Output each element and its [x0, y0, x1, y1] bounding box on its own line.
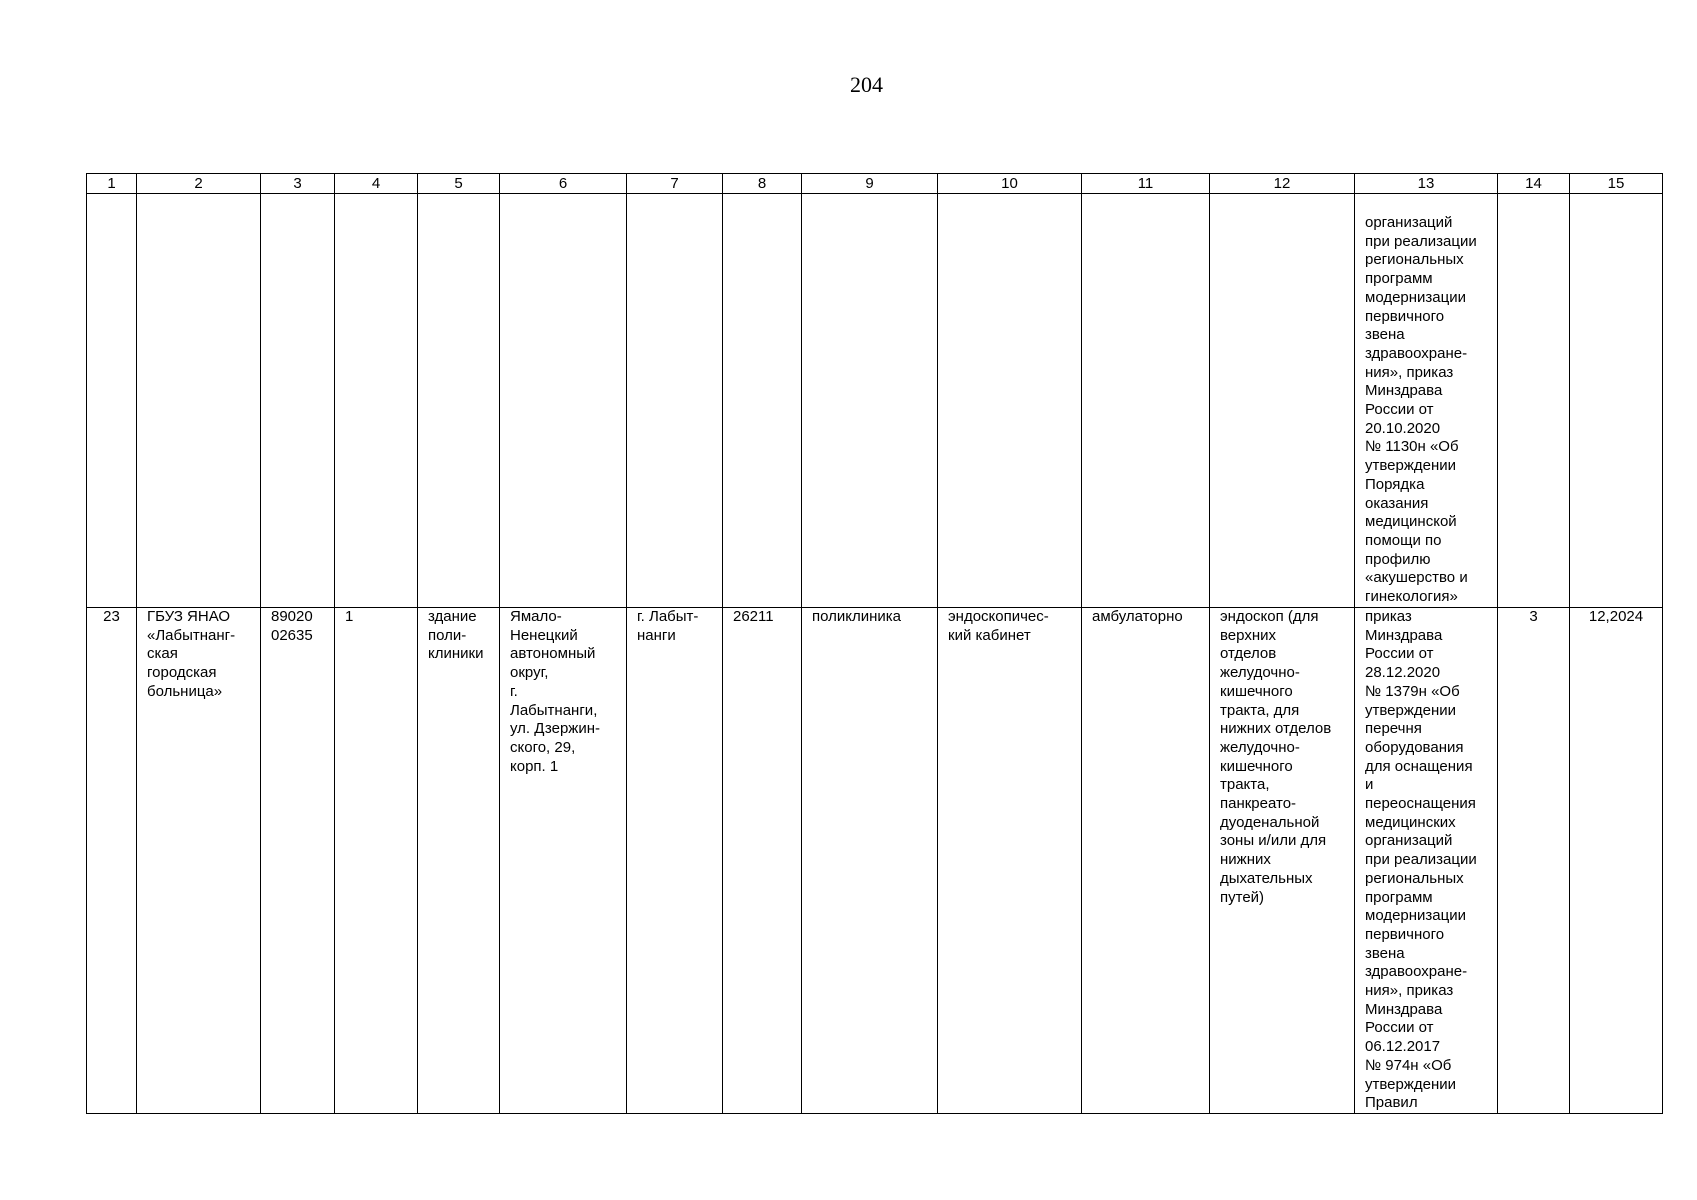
page-number: 204	[850, 72, 883, 97]
cell-organization	[137, 194, 261, 608]
cell-count: 1	[335, 608, 418, 1114]
cell-quantity	[1498, 194, 1570, 608]
cell-count	[335, 194, 418, 608]
table-row-continuation	[87, 194, 1663, 608]
header-cell-7: 7	[627, 174, 723, 194]
header-row	[87, 174, 1663, 194]
header-cell-3: 3	[261, 174, 335, 194]
cell-code: 26211	[723, 608, 802, 1114]
table-row-23	[87, 608, 1663, 1114]
cell-equipment: эндоскоп (для верхних отделов желудочно- кишечного тракта, для нижних отделов желудочно- кишечного тракта, панкреато- дуоденальной зоны и/или для нижних дыхательных путей)	[1210, 608, 1355, 1114]
cell-address: Ямало- Ненецкий автономный округ, г. Лабытнанги, ул. Дзержин- ского, 29, корп. 1	[500, 608, 627, 1114]
header-cell-12: 12	[1210, 174, 1355, 194]
header-cell-13: 13	[1355, 174, 1498, 194]
cell-inn: 89020 02635	[261, 608, 335, 1114]
cell-regulation: организаций при реализации региональных программ модернизации первичного звена здравоохране- ния», приказ Минздрава России от 20.10.2020 № 1130н «Об утверждении Порядка оказания медицинской помощи по профилю «акушерство и гинекология»	[1355, 194, 1498, 608]
cell-facility-type	[802, 194, 938, 608]
header-cell-8: 8	[723, 174, 802, 194]
header-cell-15: 15	[1570, 174, 1663, 194]
header-cell-6: 6	[500, 174, 627, 194]
cell-unit	[938, 194, 1082, 608]
header-cell-14: 14	[1498, 174, 1570, 194]
cell-unit: эндоскопичес- кий кабинет	[938, 608, 1082, 1114]
cell-address	[500, 194, 627, 608]
cell-date: 12,2024	[1570, 608, 1663, 1114]
header-cell-11: 11	[1082, 174, 1210, 194]
cell-number: 23	[87, 608, 137, 1114]
cell-care-form	[1082, 194, 1210, 608]
cell-code	[723, 194, 802, 608]
cell-building: здание поли- клиники	[418, 608, 500, 1114]
cell-facility-type: поликлиника	[802, 608, 938, 1114]
cell-building	[418, 194, 500, 608]
header-cell-5: 5	[418, 174, 500, 194]
header-cell-9: 9	[802, 174, 938, 194]
cell-number	[87, 194, 137, 608]
cell-organization: ГБУЗ ЯНАО «Лабытнанг- ская городская больница»	[137, 608, 261, 1114]
header-cell-1: 1	[87, 174, 137, 194]
cell-inn	[261, 194, 335, 608]
header-cell-10: 10	[938, 174, 1082, 194]
cell-regulation: приказ Минздрава России от 28.12.2020 № 1379н «Об утверждении перечня оборудования для оснащения и переоснащения медицинских организаций при реализации региональных программ модернизации первичного звена здравоохране- ния», приказ Минздрава России от 06.12.2017 № 974н «Об утверждении Правил	[1355, 608, 1498, 1114]
cell-care-form: амбулаторно	[1082, 608, 1210, 1114]
cell-equipment	[1210, 194, 1355, 608]
header-cell-4: 4	[335, 174, 418, 194]
cell-quantity: 3	[1498, 608, 1570, 1114]
cell-date	[1570, 194, 1663, 608]
header-cell-2: 2	[137, 174, 261, 194]
cell-city	[627, 194, 723, 608]
cell-city: г. Лабыт- нанги	[627, 608, 723, 1114]
equipment-table	[86, 173, 1663, 1114]
